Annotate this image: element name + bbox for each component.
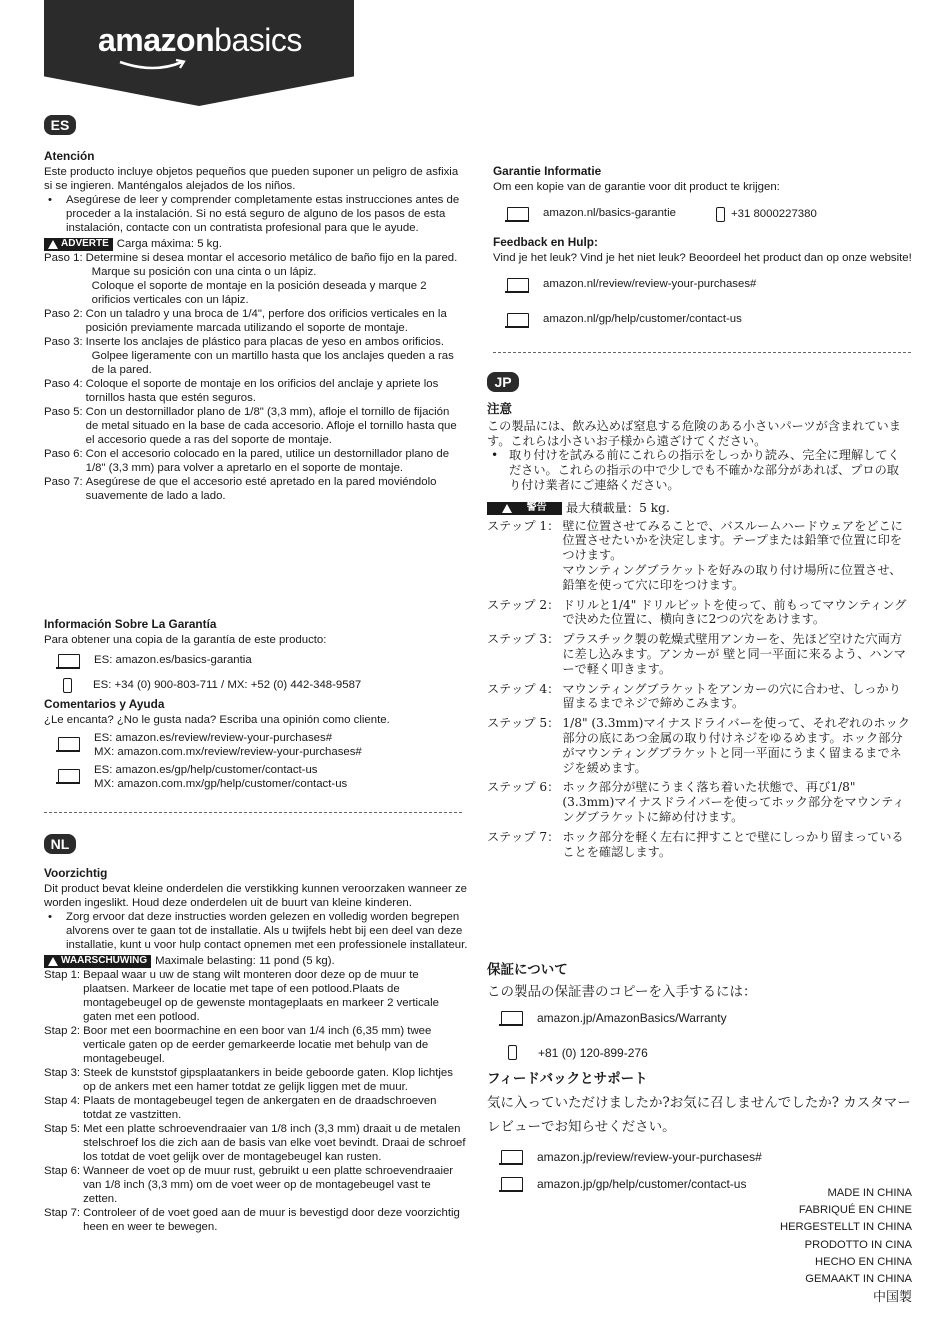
es-feedback-text: ¿Le encanta? ¿No le gusta nada? Escriba una opinión como cliente. (44, 714, 390, 726)
jp-warning-label: 警告 (487, 502, 562, 515)
phone-icon (508, 1045, 517, 1060)
nl-step: Stap 1: Bepaal waar u uw de stang wilt monteren door deze op de muur te plaatsen. Markeer de locatie met tape of een potlood.Plaats de montagebeugel op de gewenste montageplaats en markeer 2 verticale gaten met een potlood. (44, 969, 439, 1023)
es-section (44, 149, 462, 503)
laptop-icon (505, 207, 529, 223)
es-warranty-title: Información Sobre La Garantía (44, 617, 217, 631)
nl-feedback-title: Feedback en Hulp: (493, 235, 598, 249)
phone-icon (63, 678, 72, 693)
divider (44, 812, 462, 813)
nl-step: Stap 4: Plaats de montagebeugel tegen de ankergaten en de draadschroeven totdat ze vastzitten. (44, 1095, 437, 1121)
lang-badge-nl: NL (44, 834, 76, 854)
made-in-item: HERGESTELLT IN CHINA (780, 1221, 912, 1234)
es-step: Paso 7: Asegúrese de que el accesorio esté apretado en la pared moviéndolo suavemente de lado a lado. (44, 476, 437, 502)
jp-step: ステップ 1： 壁に位置させてみることで、バスルームハードウェアをどこに位置させたいかを決定します。テープまたは鉛筆で位置に印をつけます。 マウンティングブラケットを好みの取り付け場所に位置させ、鉛筆を使って穴に印をつけます。 (487, 518, 903, 592)
laptop-icon (505, 278, 529, 294)
nl-warning-text: Maximale belasting: 11 pond (5 kg). (155, 955, 335, 967)
made-in-item: 中国製 (872, 1289, 912, 1305)
nl-step: Stap 7: Controleer of de voet goed aan de muur is bevestigd door deze voorzichtig heen en weer te bewegen. (44, 1207, 460, 1233)
nl-warranty-phone[interactable]: +31 8000227380 (716, 207, 817, 222)
es-warranty-phone[interactable]: ES: +34 (0) 900-803-711 / MX: +52 (0) 442-348-9587 (56, 678, 464, 693)
jp-warranty-title: 保証について (487, 962, 568, 978)
nl-attention-title: Voorzichtig (44, 866, 108, 880)
es-step: Paso 4: Coloque el soporte de montaje en los orificios del anclaje y apriete los tornillos hasta que estén seguros. (44, 378, 439, 404)
nl-contact-link[interactable]: amazon.nl/gp/help/customer/contact-us (505, 312, 913, 329)
nl-steps (44, 968, 468, 1234)
jp-attention-title: 注意 (487, 401, 513, 416)
es-warning-text: Carga máxima: 5 kg. (116, 238, 222, 250)
nl-warranty-section (493, 164, 913, 329)
made-in-item: PRODOTTO IN CINA (804, 1238, 912, 1251)
es-contact-link[interactable]: ES: amazon.es/gp/help/customer/contact-us MX: amazon.com.mx/gp/help/customer/contact-us (56, 763, 464, 791)
divider (493, 352, 911, 353)
jp-step: ステップ 3： プラスチック製の乾燥式壁用アンカーを、先ほど空けた穴両方に差し込みます。アンカーが 壁と同一平面に来るよう、ハンマーで軽く叩きます。 (487, 632, 906, 676)
made-in-item: FABRIQUÉ EN CHINE (798, 1204, 912, 1217)
jp-feedback-text: 気に入っていただけましたか?お気に召しませんでしたか? カスタマーレビューでお知らせください。 (487, 1095, 911, 1135)
warning-icon (48, 240, 58, 249)
es-step: Paso 6: Con el accesorio colocado en la pared, utilice un destornillador plano de 1/8" (3,3 mm) para volver a apretarlo en el soporte de montaje. (44, 448, 450, 474)
laptop-icon (499, 1177, 523, 1193)
jp-warranty-link[interactable]: amazon.jp/AmazonBasics/Warranty (499, 1010, 912, 1027)
es-review-link[interactable]: ES: amazon.es/review/review-your-purchases# MX: amazon.com.mx/review/review-your-purchases# (56, 731, 464, 759)
jp-step: ステップ 4： マウンティングブラケットをアンカーの穴に合わせ、しっかり留まるまでネジで締めこみます。 (487, 681, 901, 711)
nl-warranty-link[interactable]: amazon.nl/basics-garantie (505, 206, 676, 223)
jp-steps (487, 519, 911, 860)
nl-warranty-text: Om een kopie van de garantie voor dit product te krijgen: (493, 181, 780, 193)
brand-logo: amazonbasics (98, 22, 302, 58)
nl-attention-text: Dit product bevat kleine onderdelen die verstikking kunnen veroorzaken wanneer ze worden ingeslikt. Houd deze onderdelen uit de buurt van kleine kinderen. (44, 883, 467, 909)
made-in-item: HECHO EN CHINA (815, 1255, 912, 1268)
nl-step: Stap 3: Steek de kunststof gipsplaatankers in beide geboorde gaten. Klop lichtjes op de ankers met een hamer totdat ze gelijk liggen met de muur. (44, 1067, 453, 1093)
jp-review-link[interactable]: amazon.jp/review/review-your-purchases# (499, 1149, 912, 1166)
jp-warranty-section (487, 962, 912, 1193)
made-in-item: GEMAAKT IN CHINA (805, 1273, 912, 1286)
es-step: Paso 1: Determine si desea montar el accesorio metálico de baño fijo en la pared. Marque su posición con una cinta o un lápiz. Coloque el soporte de montaje en la posición deseada y marque 2 orificios verticales con un lápiz. (44, 252, 458, 306)
nl-feedback-text: Vind je het leuk? Vind je het niet leuk? Beoordeel het product dan op onze website! (493, 252, 912, 264)
jp-step: ステップ 7： ホック部分を軽く左右に押すことで壁にしっかり留まっていることを確認します。 (487, 829, 904, 859)
made-in-list (780, 1185, 912, 1305)
made-in-item: MADE IN CHINA (827, 1187, 912, 1199)
jp-step: ステップ 5： 1/8" (3.3mm)マイナスドライバーを使って、それぞれのホック部分の底にあつ金属の取り付けネジをゆるめます。ホック部分がマウンティングブラケットと同一平面にうまく留まるまでネジを緩めます。 (487, 716, 910, 775)
nl-step: Stap 6: Wanneer de voet op de muur rust, gebruikt u een platte schroevendraaier van 1/8 inch (3,3 mm) om de voet weer op de montagebeugel vast te zetten. (44, 1165, 454, 1205)
jp-section (487, 402, 911, 859)
laptop-icon (56, 769, 80, 785)
es-warranty-text: Para obtener una copia de la garantía de este producto: (44, 634, 327, 646)
jp-warranty-phone[interactable]: +81 (0) 120-899-276 (501, 1045, 912, 1061)
es-feedback-title: Comentarios y Ayuda (44, 697, 165, 711)
laptop-icon (505, 313, 529, 329)
jp-warning-text: 最大積載量：5 kg. (566, 500, 670, 515)
nl-section (44, 866, 468, 1234)
jp-attention-text: この製品には、飲み込めば窒息する危険のある小さいパーツが含まれています。これらは小さいお子様から遠ざけてください。 (487, 418, 901, 448)
nl-review-link[interactable]: amazon.nl/review/review-your-purchases# (505, 277, 913, 294)
es-step: Paso 2: Con un taladro y una broca de 1/4", perfore dos orificios verticales en la posición previamente marcada utilizando el soporte de montaje. (44, 308, 447, 334)
phone-icon (716, 207, 725, 222)
laptop-icon (499, 1150, 523, 1166)
jp-step: ステップ 2： ドリルと1/4" ドリルビットを使って、前もってマウンティングで決めた位置に、横向きに2つの穴をあけます。 (487, 597, 907, 627)
es-warranty-link[interactable]: ES: amazon.es/basics-garantia (56, 653, 464, 670)
es-attention-title: Atención (44, 149, 95, 163)
es-step: Paso 3: Inserte los anclajes de plástico para placas de yeso en ambos orificios. Golpee ligeramente con un martillo hasta que los anclajes queden a ras de la pared. (44, 336, 454, 376)
es-step: Paso 5: Con un destornillador plano de 1/8" (3,3 mm), afloje el tornillo de fijación de metal situado en la base de cada accesorio. Afloje el tornillo hasta que el accesorio quede a ras del soporte de montaje. (44, 406, 457, 446)
jp-step: ステップ 6： ホック部分が壁にうまく落ち着いた状態で、再び1/8" (3.3mm)マイナスドライバーを使ってホック部分をマウンティングブラケットに締め付けます。 (487, 780, 905, 824)
es-attention-text: Este producto incluye objetos pequeños que pueden suponer un peligro de asfixia si se ingieren. Manténgalos alejados de los niños. (44, 166, 459, 192)
warning-icon (502, 504, 512, 513)
nl-warning (44, 954, 468, 968)
es-warning-label: ADVERTE (44, 238, 113, 251)
es-bullet: • Asegúrese de leer y comprender completamente estas instrucciones antes de proceder a la instalación. Si no está seguro de alguno de los pasos de esta instalación, contacte con un contratista profesional para que le ayude. (44, 193, 462, 235)
laptop-icon (499, 1011, 523, 1027)
es-warning (44, 237, 462, 251)
jp-warning (487, 501, 911, 516)
laptop-icon (56, 737, 80, 753)
laptop-icon (56, 654, 80, 670)
lang-badge-jp: JP (487, 372, 519, 392)
nl-step: Stap 2: Boor met een boormachine en een boor van 1/4 inch (6,35 mm) twee verticale gaten op de eerder gemarkeerde locatie met behulp van de montagebeugel. (44, 1025, 432, 1065)
jp-bullet: • 取り付けを試みる前にこれらの指示をしっかり読み、完全に理解してください。これらの指示の中で少しでも不確かな部分があれば、プロの取り付け業者にご連絡ください。 (487, 448, 911, 492)
smile-arrow-icon (118, 58, 190, 72)
es-warranty-section (44, 617, 464, 791)
jp-contact-link[interactable]: amazon.jp/gp/help/customer/contact-us (499, 1176, 912, 1193)
es-steps (44, 251, 462, 503)
nl-bullet: • Zorg ervoor dat deze instructies worden gelezen en volledig worden begrepen alvorens over te gaan tot de installatie. Als u twijfels hebt bij een deel van deze installatie, kunt u voor hulp contact opnemen met een professionele installateur. (44, 910, 468, 952)
nl-warning-label: WAARSCHUWING (44, 955, 151, 968)
nl-step: Stap 5: Met een platte schroevendraaier van 1/8 inch (3,3 mm) draait u de metalen stelschroef los die zich aan de basis van elke voet bevindt. Draai de schroef los totdat de voet gelijk over de montagebeugel kan rusten. (44, 1123, 466, 1163)
jp-feedback-title: フィードバックとサポート (487, 1071, 648, 1087)
jp-warranty-text: この製品の保証書のコピーを入手するには： (487, 984, 757, 1000)
lang-badge-es: ES (44, 115, 76, 135)
warning-icon (48, 957, 58, 966)
nl-warranty-title: Garantie Informatie (493, 164, 602, 178)
